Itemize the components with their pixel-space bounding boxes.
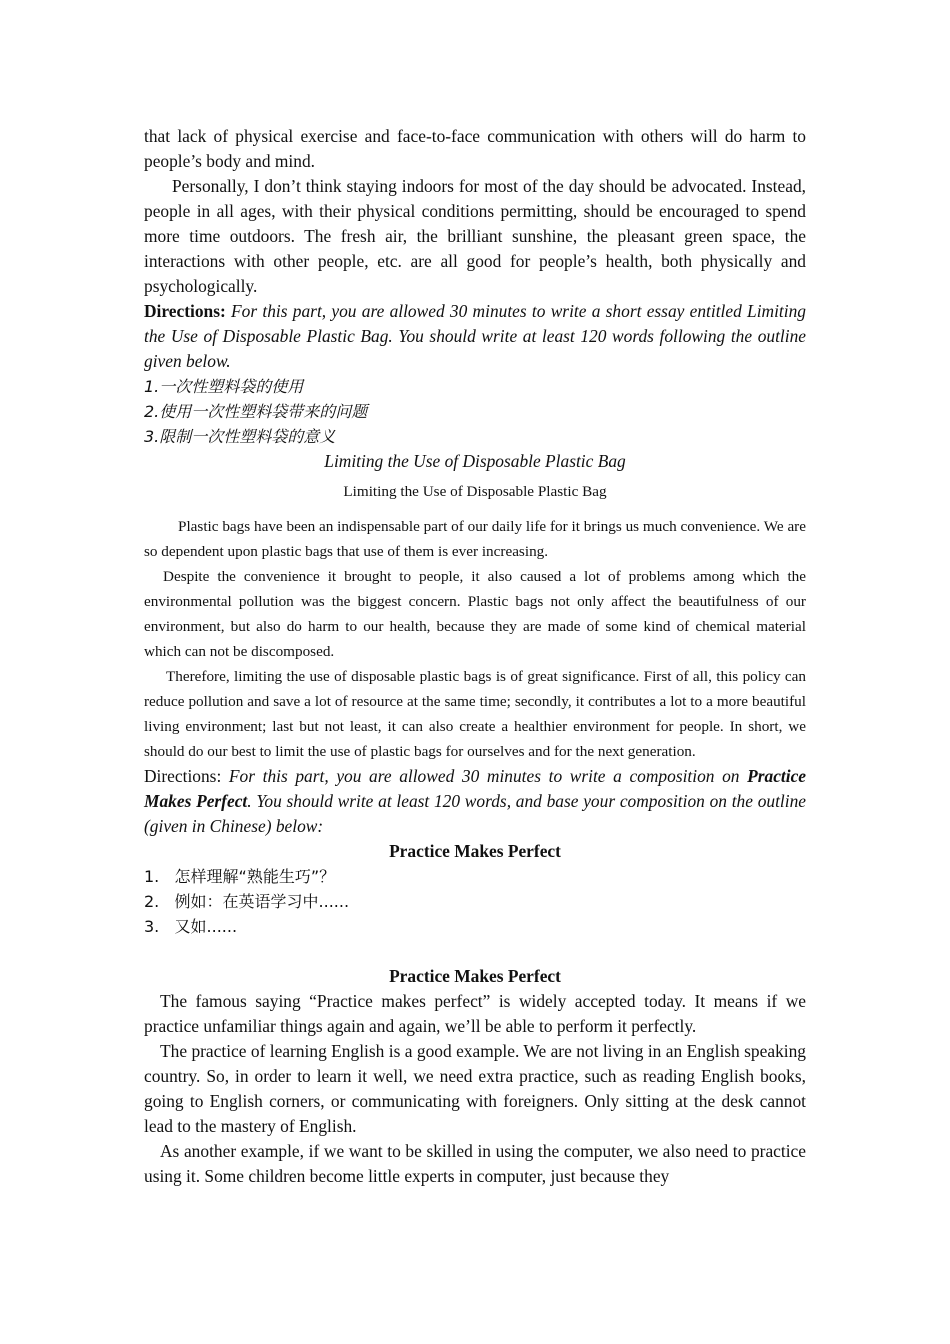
- task3-heading: Practice Makes Perfect: [389, 841, 561, 861]
- directions-label: Directions:: [144, 301, 226, 321]
- essay-paragraph: Therefore, limiting the use of disposable plastic bags is of great significance. First of all, this policy can reduce pollution and save a lot of resource at the same time; secondly, it contributes a lot to a more beautiful living environment; last but not least, it can also create a healthier environment for people. In short, we should do our best to limit the use of plastic bags for ourselves and for the next generation.: [144, 668, 806, 760]
- essay1-paragraph-1: that lack of physical exercise and face-to-face communication with others will do harm to people’s body and mind.: [144, 126, 806, 171]
- plastic-bag-essay: [144, 479, 806, 764]
- directions-text: For this part, you are allowed 30 minutes to write a short essay entitled Limiting the Use of Disposable Plastic Bag. You should write at least 120 words following the outline given below.: [144, 301, 806, 371]
- essay-paragraph: Despite the convenience it brought to people, it also caused a lot of problems among which the environmental pollution was the biggest concern. Plastic bags not only affect the beautifulness of our environment, but also do harm to our health, because they are made of some kind of chemical material which can not be discomposed.: [144, 568, 806, 660]
- outline-item-3: 3.限制一次性塑料袋的意义: [144, 427, 336, 446]
- outline-item-2: 2. 例如：在英语学习中......: [144, 892, 350, 911]
- practice-essay-title: Practice Makes Perfect: [389, 966, 561, 986]
- directions-text: For this part, you are allowed 30 minutes to write a composition on: [228, 766, 748, 786]
- outline-item-1: 1.一次性塑料袋的使用: [144, 377, 304, 396]
- outline-item-2: 2.使用一次性塑料袋带来的问题: [144, 402, 368, 421]
- plastic-bag-essay-title: Limiting the Use of Disposable Plastic Bag: [343, 483, 607, 500]
- directions-title: Practice Makes Perfect: [144, 766, 807, 811]
- task3-directions: [144, 764, 806, 839]
- directions-text: . You should write at least 120 words, and base your composition on the outline (given in Chinese) below:: [144, 791, 806, 836]
- outline-item-1: 1. 怎样理解“熟能生巧”？: [144, 867, 336, 886]
- essay-paragraph: As another example, if we want to be skilled in using the computer, we also need to practice using it. Some children become little experts in computer, just because they: [144, 1141, 806, 1186]
- task2-title-italic: Limiting the Use of Disposable Plastic Bag: [324, 451, 626, 471]
- essay1-paragraph-2: Personally, I don’t think staying indoors for most of the day should be advocated. Instead, people in all ages, with their physical conditions permitting, should be encouraged to spend more time outdoors. The fresh air, the brilliant sunshine, the pleasant green space, the interactions with other people, etc. are all good for people’s health, both physically and psychologically.: [144, 176, 806, 296]
- essay-paragraph: Plastic bags have been an indispensable part of our daily life for it brings us much convenience. We are so dependent upon plastic bags that use of them is ever increasing.: [144, 518, 806, 560]
- document-page: [144, 124, 806, 1189]
- essay-paragraph: The famous saying “Practice makes perfect” is widely accepted today. It means if we practice unfamiliar things again and again, we’ll be able to perform it perfectly.: [144, 991, 806, 1036]
- outline-item-3: 3. 又如......: [144, 917, 238, 936]
- essay-paragraph: The practice of learning English is a good example. We are not living in an English speaking country. So, in order to learn it well, we need extra practice, such as reading English books, going to English corners, or communicating with foreigners. Only sitting at the desk cannot lead to the mastery of English.: [144, 1041, 806, 1136]
- directions-label: Directions:: [144, 766, 229, 786]
- task2-directions: [144, 299, 806, 374]
